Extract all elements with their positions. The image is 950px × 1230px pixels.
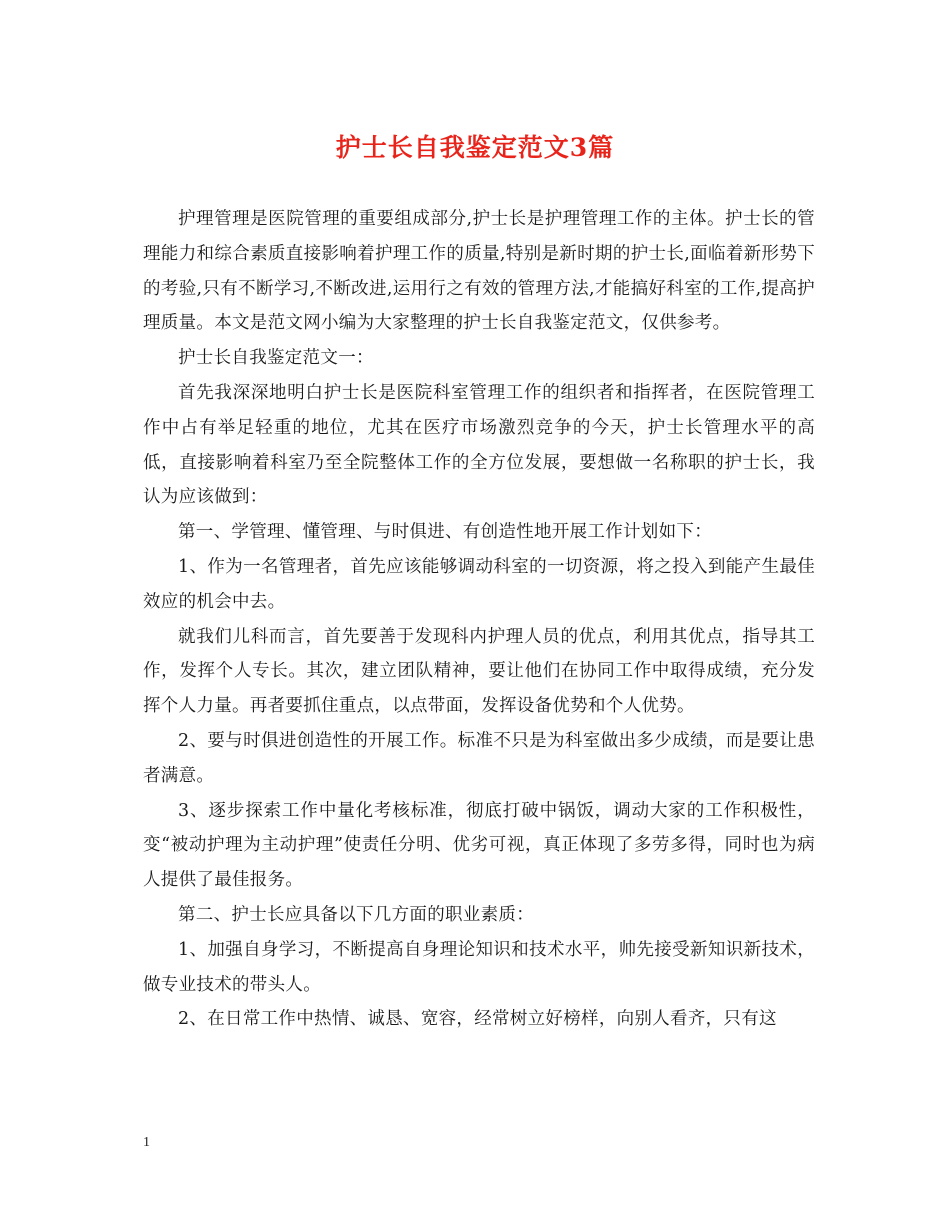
paragraph-subheading: 第二、护士长应具备以下几方面的职业素质：: [178, 904, 534, 925]
paragraph: 就我们儿科而言，首先要善于发现科内护理人员的优点，利用其优点，指导其工作，发挥个人专长。其次，建立团队精神，要让他们在协同工作中取得成绩，充分发挥个人力量。再者要抓住重点，以点带面，发挥设备优势和个人优势。: [143, 626, 815, 717]
paragraph-item: 1、作为一名管理者，首先应该能够调动科室的一切资源，将之投入到能产生最佳效应的机会中去。: [143, 556, 815, 612]
paragraph: 首先我深深地明白护士长是医院科室管理工作的组织者和指挥者，在医院管理工作中占有举足轻重的地位，尤其在医疗市场激烈竞争的今天，护士长管理水平的高低，直接影响着科室乃至全院整体工作的全方位发展，要想做一名称职的护士长，我认为应该做到：: [143, 382, 815, 508]
paragraph-section-heading: 护士长自我鉴定范文一：: [178, 348, 374, 369]
paragraph-intro: 护理管理是医院管理的重要组成部分,护士长是护理管理工作的主体。护士长的管理能力和综合素质直接影响着护理工作的质量,特别是新时期的护士长,面临着新形势下的考验,只有不断学习,不断改进,运用行之有效的管理方法,才能搞好科室的工作,提高护理质量。本文是范文网小编为大家整理的护士长自我鉴定范文，仅供参考。: [143, 209, 815, 334]
paragraph-subheading: 第一、学管理、懂管理、与时俱进、有创造性地开展工作计划如下：: [178, 522, 712, 543]
paragraph-item: 2、在日常工作中热情、诚恳、宽容，经常树立好榜样，向别人看齐，只有这: [178, 1009, 777, 1030]
paragraph-item: 3、逐步探索工作中量化考核标准，彻底打破中锅饭，调动大家的工作积极性，变“被动护理为主动护理”使责任分明、优劣可视，真正体现了多劳多得，同时也为病人提供了最佳报务。: [143, 800, 815, 891]
document-body: [143, 202, 815, 1037]
document-title: 护士长自我鉴定范文3篇: [335, 133, 615, 162]
paragraph-item: 1、加强自身学习，不断提高自身理论知识和技术水平，帅先接受新知识新技术，做专业技术的带头人。: [143, 939, 815, 995]
page-number: 1: [143, 1135, 150, 1150]
paragraph-item: 2、要与时俱进创造性的开展工作。标准不只是为科室做出多少成绩，而是要让患者满意。: [143, 730, 815, 786]
